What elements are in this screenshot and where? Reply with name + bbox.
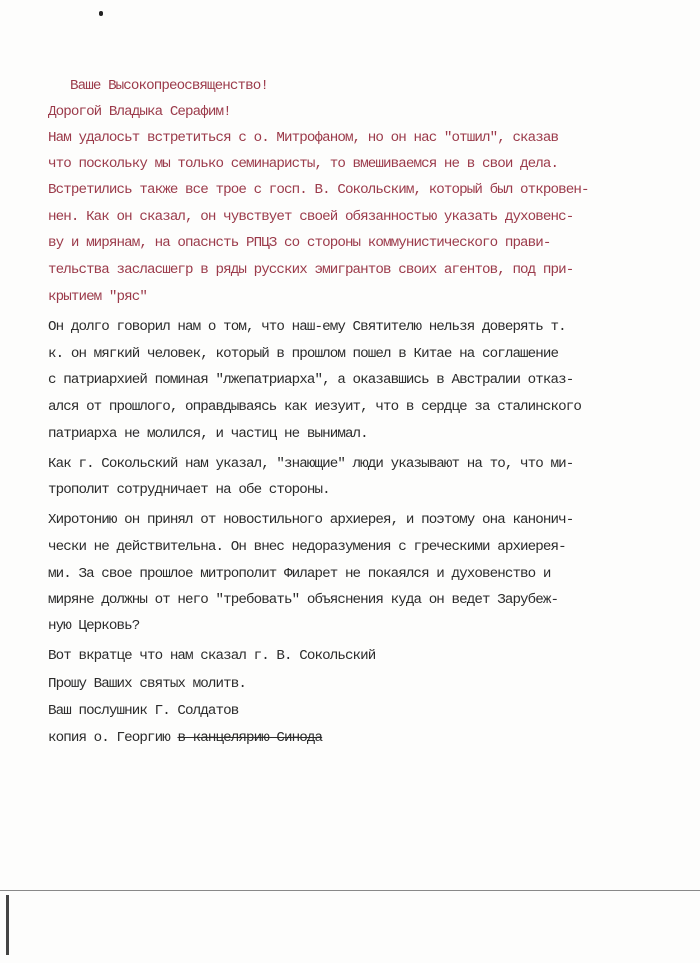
signature-line: Ваш послушник Г. Солдатов <box>48 703 239 719</box>
page-edge-line <box>0 890 700 891</box>
salutation: Ваше Высокопреосвященство! <box>70 78 268 94</box>
prayer-request: Прошу Ваших святых молитв. <box>48 676 246 692</box>
scan-edge-mark <box>6 895 9 955</box>
copy-recipient: копия о. Георгию <box>48 730 170 746</box>
speck-mark <box>99 11 103 16</box>
body-line: ми. За свое прошлое митрополит Филарет не покаялся и духовенство и <box>48 566 551 582</box>
body-line: патриарха не молился, и частиц не вынимал. <box>48 426 368 442</box>
body-line: с патриархией поминая "лжепатриарха", а оказавшись в Австралии отказ- <box>48 372 574 388</box>
copy-line <box>48 729 322 747</box>
body-line: Нам удалосьт встретиться с о. Митрофаном, но он нас "отшил", сказав <box>48 130 559 146</box>
body-line: что поскольку мы только семинаристы, то вмешиваемся не в свои дела. <box>48 156 559 172</box>
body-line: тельства засласшегр в ряды русских эмигрантов своих агентов, под при- <box>48 262 574 278</box>
body-line: чески не действительна. Он внес недоразумения с греческими архиерея- <box>48 539 566 555</box>
body-line: к. он мягкий человек, который в прошлом пошел в Китае на соглашение <box>48 346 559 362</box>
body-line: ался от прошлого, оправдываясь как иезуит, что в сердце за сталинского <box>48 399 581 415</box>
body-line: трополит сотрудничает на обе стороны. <box>48 482 330 498</box>
body-line: нен. Как он сказал, он чувствует своей обязанностью указать духовенс- <box>48 209 574 225</box>
greeting: Дорогой Владыка Серафим! <box>48 104 231 120</box>
body-line: крытием "ряс" <box>48 289 147 305</box>
body-line: Как г. Сокольский нам указал, "знающие" люди указывают на то, что ми- <box>48 456 574 472</box>
struck-recipient: в канцелярию Синода <box>177 730 323 746</box>
body-line: Он долго говорил нам о том, что наш-ему Святителю нельзя доверять т. <box>48 319 566 335</box>
body-line: ву и мирянам, на опаснсть РПЦЗ со стороны коммунистического прави- <box>48 235 551 251</box>
body-line: Встретились также все трое с госп. В. Сокольским, который был откровен- <box>48 182 589 198</box>
body-line: Хиротонию он принял от новостильного архиерея, и поэтому она канонич- <box>48 512 574 528</box>
summary-line: Вот вкратце что нам сказал г. В. Сокольский <box>48 648 376 664</box>
body-line: ную Церковь? <box>48 618 140 634</box>
body-line: миряне должны от него "требовать" объяснения куда он ведет Зарубеж- <box>48 592 559 608</box>
